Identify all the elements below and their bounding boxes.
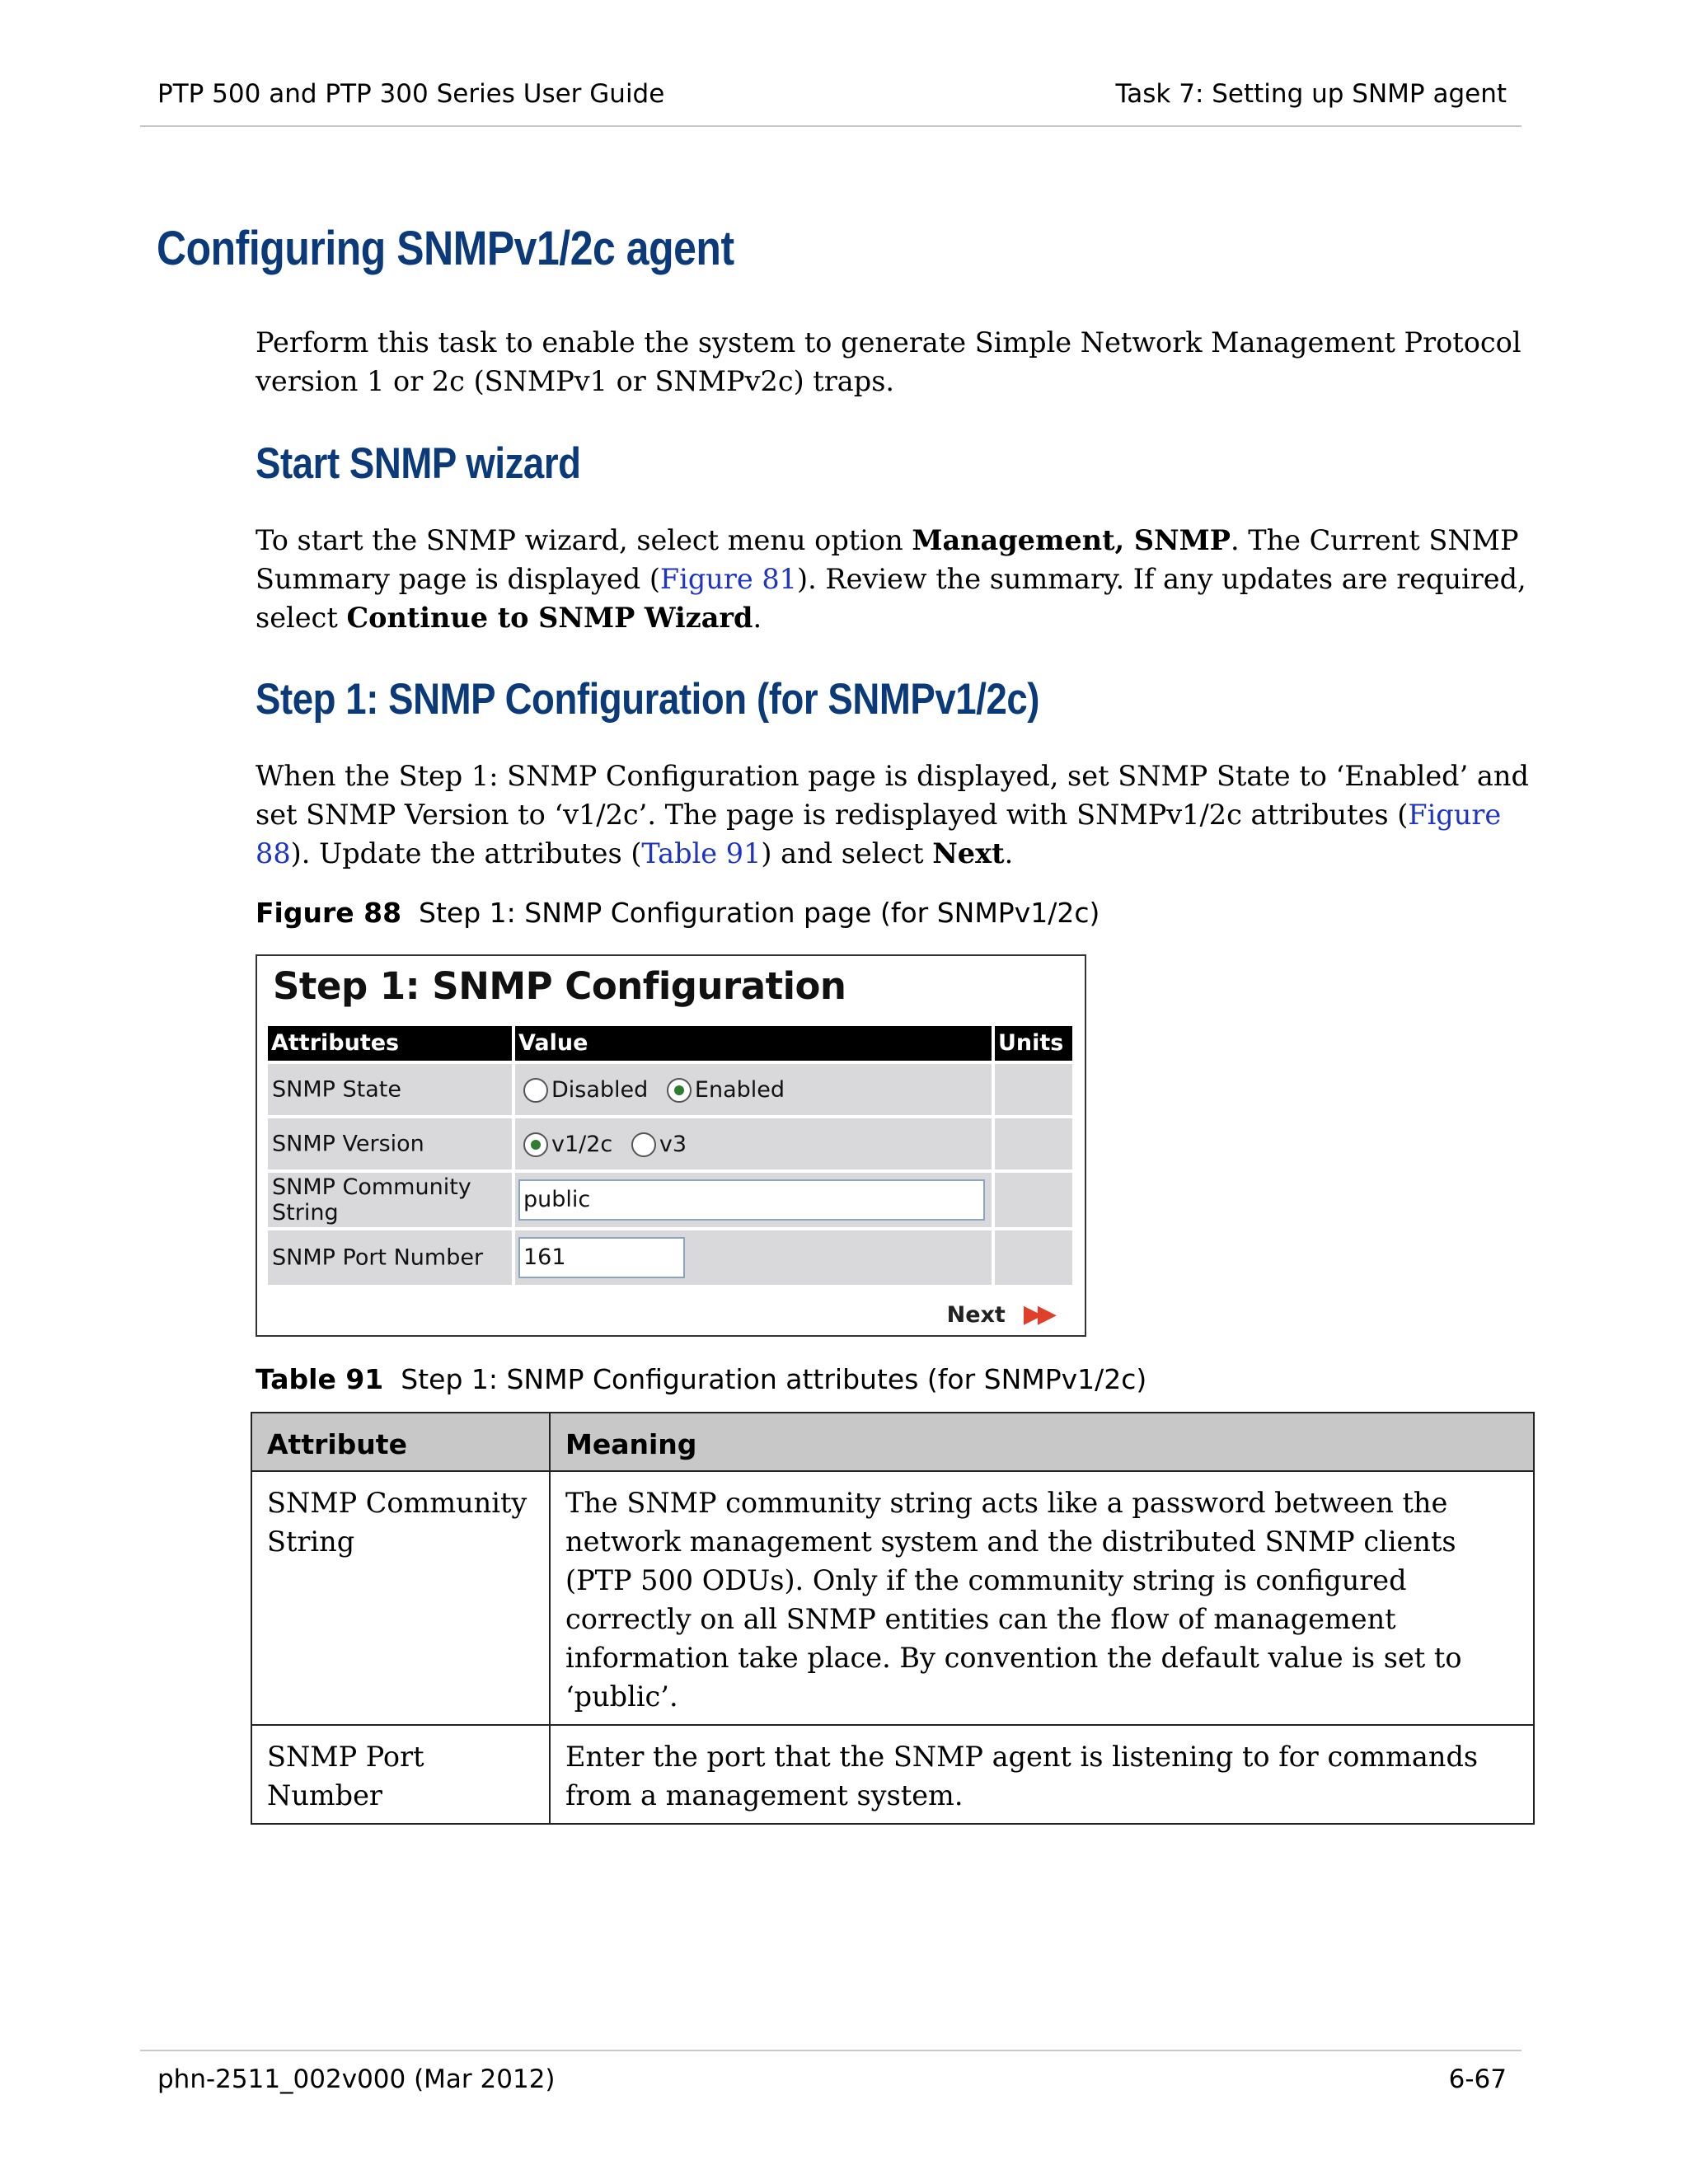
table-row [252,1472,1533,1726]
col-units: Units [995,1026,1072,1061]
row-snmp-version: SNMP Version v1/2c v3 [268,1118,1072,1169]
next-option: Next [932,837,1005,869]
label-snmp-community: SNMP Community String [272,1174,471,1226]
col-meaning: Meaning [565,1428,697,1460]
radio-v1-2c[interactable] [523,1132,548,1157]
menu-option: Management, SNMP [912,524,1231,556]
heading-step1: Step 1: SNMP Configuration (for SNMPv1/2c) [256,675,1040,724]
header-doc-title: PTP 500 and PTP 300 Series User Guide [157,79,665,109]
community-string-input[interactable]: public [518,1179,985,1221]
row-meaning: The SNMP community string acts like a password between the network management system and the distributed SNMP clients (PTP 500 ODUs). Only if the community string is configured correctly on all SNMP entities can the flow of management information take place. By convention the default value is set to ‘public’. [565,1487,1462,1713]
radio-enabled[interactable] [667,1078,692,1103]
continue-option: Continue to SNMP Wizard [346,602,753,634]
header-section-title: Task 7: Setting up SNMP agent [1115,79,1507,109]
radio-disabled[interactable] [523,1078,548,1103]
snmp-config-screenshot [256,954,1086,1337]
table-header-row [252,1413,1533,1472]
figure-caption: Figure 88 Step 1: SNMP Configuration page (for SNMPv1/2c) [256,897,1100,929]
heading-start-snmp-wizard: Start SNMP wizard [256,439,581,488]
wizard-paragraph: To start the SNMP wizard, select menu option Management, SNMP. The Current SNMP Summary page is displayed (Figure 81). Review the summary. If any updates are required, select Continue to SNMP Wizard. [256,524,1526,634]
radio-v3[interactable] [631,1132,656,1157]
col-value: Value [515,1026,992,1061]
step1-paragraph: When the Step 1: SNMP Configuration page is displayed, set SNMP State to ‘Enabled’ and set SNMP Version to ‘v1/2c’. The page is redisplayed with SNMPv1/2c attributes (Figure 88). Update the attributes (Table 91) and select Next. [256,760,1529,869]
port-number-input[interactable]: 161 [518,1237,685,1278]
row-meaning: Enter the port that the SNMP agent is listening to for commands from a management system. [565,1741,1479,1811]
row-snmp-port [268,1230,1072,1285]
page-footer [140,2050,1522,2099]
link-figure-88[interactable]: Figure 88 [256,799,1502,869]
next-arrows-icon: ▶▶ [1023,1300,1052,1329]
attributes-table [251,1412,1535,1825]
section-title: Configuring SNMPv1/2c agent [157,222,734,275]
page-header [140,79,1522,127]
row-snmp-community [268,1173,1072,1227]
screen-title: Step 1: SNMP Configuration [273,964,846,1008]
page-number: 6-67 [1448,2064,1507,2094]
intro-paragraph: Perform this task to enable the system to generate Simple Network Management Protocol version 1 or 2c (SNMPv1 or SNMPv2c) traps. [256,326,1522,397]
table-caption: Table 91 Step 1: SNMP Configuration attributes (for SNMPv1/2c) [256,1363,1147,1395]
screen-header-row [268,1026,1072,1061]
label-snmp-state: SNMP State [272,1076,401,1103]
label-snmp-port: SNMP Port Number [272,1244,484,1271]
link-table-91[interactable]: Table 91 [641,837,762,869]
label-snmp-version: SNMP Version [272,1131,424,1157]
row-snmp-state: SNMP State Disabled Enabled [268,1064,1072,1115]
col-attributes: Attributes [268,1026,512,1061]
table-row [252,1726,1533,1823]
link-figure-81[interactable]: Figure 81 [659,563,797,595]
col-attribute: Attribute [252,1413,551,1470]
row-attribute: SNMP Port Number [252,1726,551,1823]
row-attribute: SNMP Community String [252,1472,551,1724]
footer-doc-id: phn-2511_002v000 (Mar 2012) [157,2064,556,2094]
next-button[interactable]: Next ▶▶ [946,1300,1052,1329]
